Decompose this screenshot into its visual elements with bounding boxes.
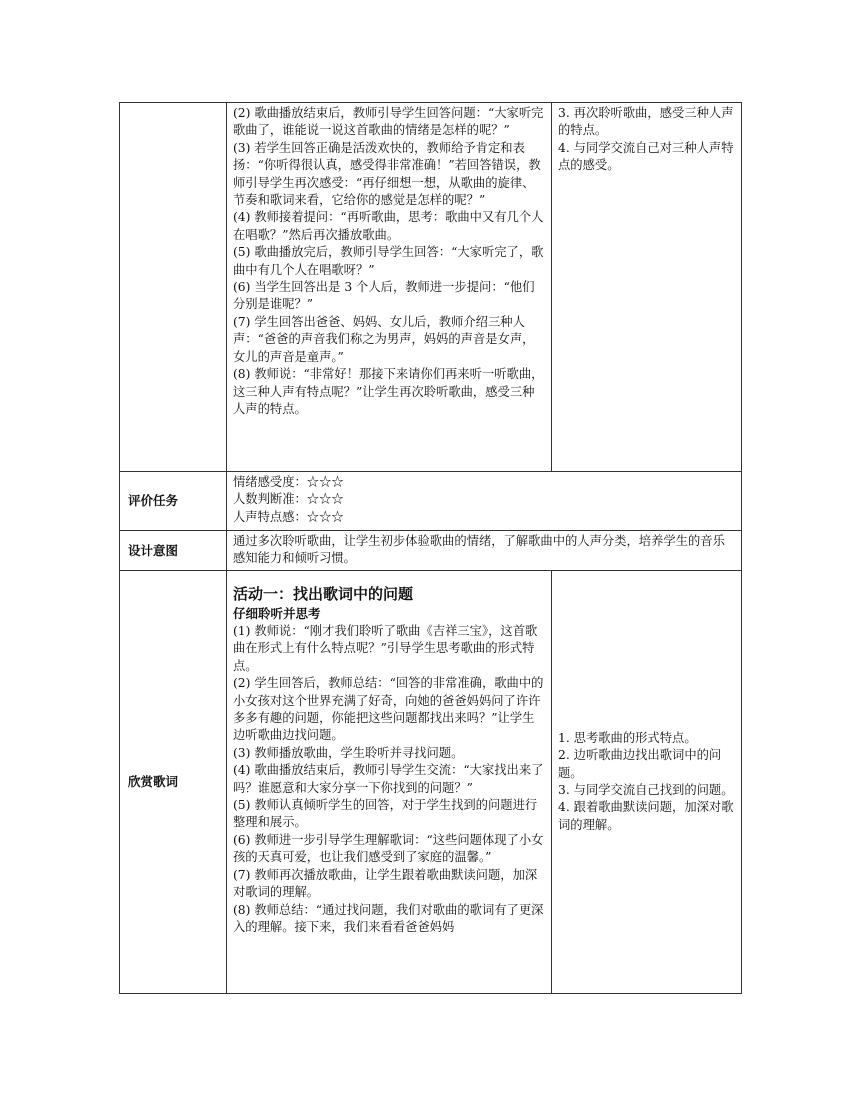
table-row: [120, 531, 742, 571]
activity-title: 活动一：找出歌词中的问题: [233, 585, 414, 603]
paragraph: (3) 若学生回答正确是活泼欢快的，教师给予肯定和表扬：“你听得很认真，感受得非常准确！”若回答错误，教师引导学生再次感受：“再仔细想一想，从歌曲的旋律、节奏和歌词来看，它给你的感觉是怎样的呢？”: [233, 140, 541, 208]
paragraph: (6) 当学生回答出是 3 个人后，教师进一步提问：“他们分别是谁呢？”: [233, 280, 535, 312]
student-activity-cell: [552, 571, 742, 994]
paragraph: (7) 教师再次播放歌曲，让学生跟着歌曲默读问题，加深对歌词的理解。: [233, 867, 538, 900]
paragraph: (6) 教师进一步引导学生理解歌词：“这些问题体现了小女孩的天真可爱，也让我们感受到了家庭的温馨。”: [233, 832, 544, 865]
evaluation-item: 情绪感受度：☆☆☆: [233, 475, 344, 489]
evaluation-item: 人声特点感：☆☆☆: [233, 509, 344, 524]
table-row: [120, 103, 742, 472]
paragraph: (2) 学生回答后，教师总结：“回答的非常准确，歌曲中的小女孩对这个世界充满了好奇，向她的爸爸妈妈问了许许多多有趣的问题，你能把这些问题都找出来吗？”让学生边听歌曲边找问题。: [233, 676, 544, 743]
design-intent-cell: [227, 531, 742, 571]
paragraph: 4. 与同学交流自己对三种人声特点的感受。: [558, 140, 734, 173]
paragraph: (5) 教师认真倾听学生的回答，对于学生找到的问题进行整理和展示。: [233, 798, 538, 830]
row-label: [120, 103, 227, 472]
paragraph: (1) 教师说：“刚才我们聆听了歌曲《吉祥三宝》，这首歌曲在形式上有什么特点呢？”引导学生思考歌曲的形式特点。: [233, 624, 538, 673]
row-label: 评价任务: [120, 472, 227, 531]
row-label: 欣赏歌词: [120, 571, 227, 994]
paragraph: (4) 歌曲播放结束后，教师引导学生交流：“大家找出来了吗？谁愿意和大家分享一下你找到的问题？”: [233, 763, 544, 795]
paragraph: (8) 教师说：“非常好！那接下来请你们再来听一听歌曲，这三种人声有特点呢？”让学生再次聆听歌曲，感受三种人声的特点。: [233, 367, 544, 416]
paragraph: (7) 学生回答出爸爸、妈妈、女儿后，教师介绍三种人声：“爸爸的声音我们称之为男声，妈妈的声音是女声，女儿的声音是童声。”: [233, 314, 535, 364]
row-label: 设计意图: [120, 531, 227, 571]
lesson-plan-table: [119, 102, 742, 994]
paragraph: 2. 边听歌曲边找出歌词中的问题。: [558, 748, 722, 780]
student-activity-cell: [552, 103, 742, 472]
evaluation-item: 人数判断准：☆☆☆: [233, 492, 344, 507]
activity-subtitle: 仔细聆听并思考: [233, 606, 321, 621]
paragraph: 3. 再次聆听歌曲，感受三种人声的特点。: [558, 106, 734, 138]
paragraph: 3. 与同学交流自己找到的问题。: [558, 783, 734, 797]
table-row: [120, 472, 742, 531]
paragraph: 通过多次聆听歌曲，让学生初步体验歌曲的情绪，了解歌曲中的人声分类，培养学生的音乐感知能力和倾听习惯。: [233, 534, 725, 566]
teacher-activity-cell: [227, 103, 552, 472]
evaluation-cell: [227, 472, 742, 531]
table-row: [120, 571, 742, 994]
paragraph: (5) 歌曲播放完后，教师引导学生回答：“大家听完了，歌曲中有几个人在唱歌呀？”: [233, 245, 544, 277]
paragraph: (3) 教师播放歌曲，学生聆听并寻找问题。: [233, 745, 464, 760]
paragraph: (8) 教师总结：“通过找问题，我们对歌曲的歌词有了更深入的理解。接下来，我们来看看爸爸妈妈: [233, 902, 544, 934]
paragraph: 1. 思考歌曲的形式特点。: [558, 730, 697, 745]
teacher-activity-cell: [227, 571, 552, 994]
paragraph: (2) 歌曲播放结束后，教师引导学生回答问题：“大家听完歌曲了，谁能说一说这首歌曲的情绪是怎样的呢？”: [233, 106, 544, 138]
paragraph: 4. 跟着歌曲默读问题，加深对歌词的理解。: [558, 800, 734, 832]
paragraph: (4) 教师接着提问：“再听歌曲，思考：歌曲中又有几个人在唱歌？”然后再次播放歌曲。: [233, 210, 544, 242]
